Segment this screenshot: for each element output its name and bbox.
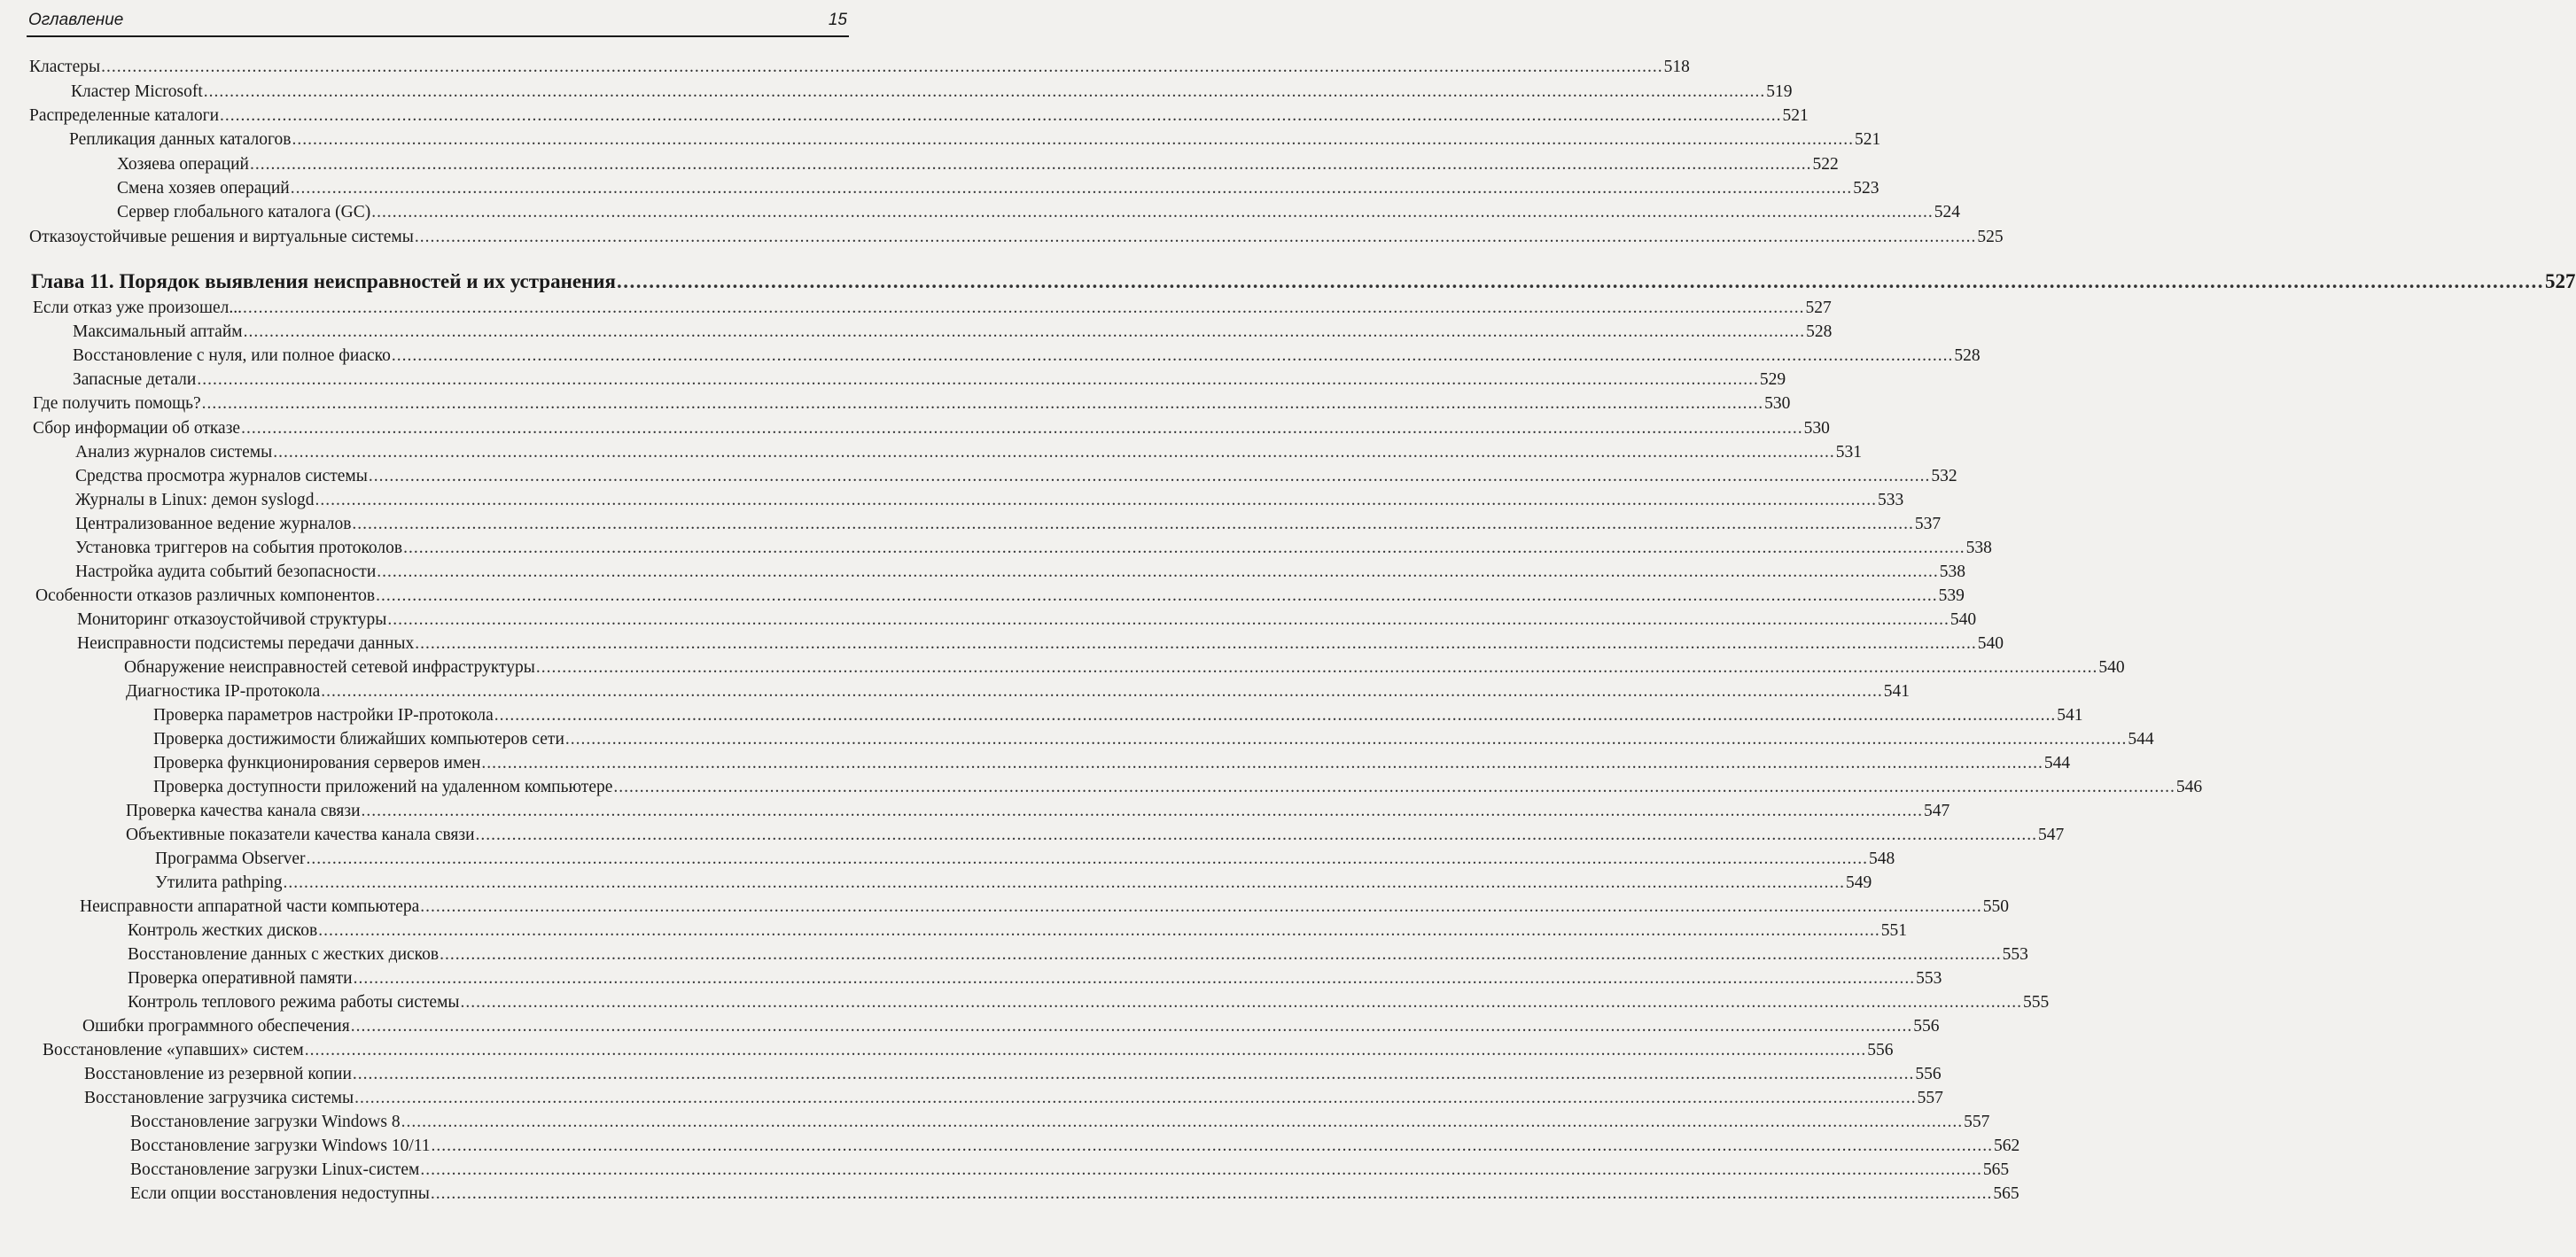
toc-entry (128, 943, 2028, 966)
toc-leader-dots: ............................................................................................................................................................................................................................................................................................................ (243, 322, 1806, 341)
toc-leader-dots: ............................................................................................................................................................................................................................................................................................................ (368, 467, 1931, 485)
toc-leader-dots: ............................................................................................................................................................................................................................................................................................................ (415, 634, 1977, 653)
toc-entry-label: Максимальный аптайм (73, 322, 243, 341)
toc-entry (33, 392, 1791, 415)
toc-entry (75, 536, 1992, 560)
toc-entry-page: 565 (1982, 1160, 2010, 1179)
toc-entry-label: Диагностика IP-протокола (126, 682, 321, 701)
toc-entry (84, 1062, 1942, 1086)
toc-entry-page: 553 (2002, 945, 2028, 964)
toc-entry-label: Репликация данных каталогов (69, 130, 292, 149)
toc-entry-label: Восстановление загрузки Windows 10/11 (130, 1137, 431, 1155)
toc-entry (155, 871, 1872, 895)
toc-entry-page: 519 (1766, 82, 1793, 101)
toc-leader-dots: ............................................................................................................................................................................................................................................................................................................ (460, 993, 2023, 1012)
toc-leader-dots: ............................................................................................................................................................................................................................................................................................................ (475, 826, 2038, 844)
toc-leader-dots: ............................................................................................................................................................................................................................................................................................................ (353, 969, 1916, 988)
toc-entry (75, 464, 1957, 488)
toc-entry (77, 608, 1977, 632)
toc-entry (126, 823, 2065, 847)
toc-entry (33, 296, 1832, 320)
toc-entry-label: Если опции восстановления недоступны (130, 1184, 430, 1203)
toc-entry-label: Проверка оперативной памяти (128, 969, 353, 988)
toc-entry (155, 847, 1895, 871)
toc-entry (43, 1038, 1894, 1062)
toc-entry-label: Восстановление с нуля, или полное фиаско (73, 346, 391, 365)
toc-entry-label: Проверка доступности приложений на удаленном компьютере (153, 778, 613, 796)
toc-leader-dots: ............................................................................................................................................................................................................................................................................................................ (315, 491, 1878, 509)
toc-leader-dots: ............................................................................................................................................................................................................................................................................................................ (203, 82, 1766, 101)
toc-entry-label: Журналы в Linux: демон syslogd (75, 491, 315, 509)
toc-leader-dots: ............................................................................................................................................................................................................................................................................................................ (249, 155, 1812, 174)
toc-entry (82, 1014, 1940, 1038)
toc-entry-label: Настройка аудита событий безопасности (75, 563, 377, 581)
toc-entry (117, 152, 1839, 176)
toc-entry (75, 488, 1904, 512)
toc-entry-page: 556 (1913, 1017, 1940, 1036)
toc-entry-label: Программа Observer (155, 850, 306, 868)
toc-leader-dots: ............................................................................................................................................................................................................................................................................................................ (197, 370, 1759, 389)
toc-leader-dots: ............................................................................................................................................................................................................................................................................................................ (354, 1089, 1917, 1107)
toc-leader-dots: ............................................................................................................................................................................................................................................................................................................ (376, 586, 1938, 605)
toc-leader-dots: ............................................................................................................................................................................................................................................................................................................ (387, 610, 1950, 629)
toc-entry-page: 556 (1915, 1065, 1942, 1083)
toc-leader-dots: ............................................................................................................................................................................................................................................................................................................ (420, 1160, 1982, 1179)
toc-entry-page: 555 (2023, 993, 2050, 1012)
toc-leader-dots: ............................................................................................................................................................................................................................................................................................................ (220, 106, 1782, 125)
toc-entry-label: Распределенные каталоги (29, 106, 220, 125)
toc-entry-page: 530 (1764, 394, 1791, 413)
toc-leader-dots: ............................................................................................................................................................................................................................................................................................................ (617, 270, 2544, 292)
toc-entry (73, 368, 1786, 392)
toc-entry (29, 225, 2004, 249)
toc-entry-page: 525 (1977, 228, 2004, 246)
toc-entry-page: 557 (1917, 1089, 1943, 1107)
toc-entry-page: 546 (2175, 778, 2203, 796)
toc-entry (153, 751, 2071, 775)
toc-entry-label: Объективные показатели качества канала связи (126, 826, 475, 844)
toc-entry-page: 550 (1982, 897, 2009, 916)
toc-entry-page: 565 (1993, 1184, 2020, 1203)
header-title: Оглавление (28, 11, 124, 29)
toc-leader-dots: ............................................................................................................................................................................................................................................................................................................ (564, 730, 2128, 749)
toc-entry-page: 530 (1803, 419, 1830, 438)
toc-leader-dots: ............................................................................................................................................................................................................................................................................................................ (371, 203, 1934, 221)
toc-entry-page: 527 (1805, 299, 1832, 317)
toc-leader-dots: ............................................................................................................................................................................................................................................................................................................ (243, 299, 1805, 317)
toc-entry-page: 556 (1867, 1041, 1894, 1059)
toc-entry (117, 200, 1960, 224)
toc-entry-page: 538 (1965, 539, 1992, 557)
toc-entry-label: Мониторинг отказоустойчивой структуры (77, 610, 387, 629)
toc-entry-label: Запасные детали (73, 370, 197, 389)
toc-entry (153, 775, 2203, 799)
toc-entry-label: Глава 11. Порядок выявления неисправностей и их устранения (31, 270, 616, 292)
toc-entry-label: Отказоустойчивые решения и виртуальные системы (29, 228, 414, 246)
toc-leader-dots: ............................................................................................................................................................................................................................................................................................................ (352, 515, 1914, 533)
toc-entry (84, 1086, 1943, 1110)
toc-entry (126, 799, 1950, 823)
toc-entry (75, 560, 1966, 584)
toc-entry-label: Централизованное ведение журналов (75, 515, 352, 533)
toc-entry-label: Кластер Microsoft (71, 82, 203, 101)
toc-entry-label: Установка триггеров на события протоколов (75, 539, 403, 557)
toc-leader-dots: ............................................................................................................................................................................................................................................................................................................ (613, 778, 2175, 796)
toc-entry (75, 512, 1942, 536)
toc-leader-dots: ............................................................................................................................................................................................................................................................................................................ (306, 850, 1869, 868)
toc-leader-dots: ............................................................................................................................................................................................................................................................................................................ (481, 754, 2043, 772)
toc-entry-label: Восстановление данных с жестких дисков (128, 945, 440, 964)
toc-entry-label: Где получить помощь? (33, 394, 201, 413)
toc-leader-dots: ............................................................................................................................................................................................................................................................................................................ (494, 706, 2057, 725)
toc-leader-dots: ............................................................................................................................................................................................................................................................................................................ (535, 658, 2098, 677)
toc-leader-dots: ............................................................................................................................................................................................................................................................................................................ (403, 539, 1965, 557)
toc-entry (130, 1134, 2020, 1158)
toc-entry-page: 548 (1869, 850, 1895, 868)
toc-leader-dots: ............................................................................................................................................................................................................................................................................................................ (321, 682, 1883, 701)
toc-leader-dots: ............................................................................................................................................................................................................................................................................................................ (292, 130, 1854, 149)
toc-entry-page: 538 (1939, 563, 1966, 581)
toc-leader-dots: ............................................................................................................................................................................................................................................................................................................ (350, 1017, 1913, 1036)
toc-entry-label: Восстановление загрузчика системы (84, 1089, 354, 1107)
toc-entry-page: 527 (2545, 270, 2576, 292)
toc-entry-page: 523 (1853, 179, 1879, 198)
toc-entry (126, 679, 1911, 703)
toc-entry-label: Проверка достижимости ближайших компьютеров сети (153, 730, 564, 749)
toc-entry-page: 528 (1954, 346, 1981, 365)
toc-entry-page: 544 (2043, 754, 2071, 772)
page-header (27, 7, 849, 37)
toc-entry (29, 55, 1690, 79)
toc-entry-page: 537 (1914, 515, 1942, 533)
toc-entry (130, 1110, 1990, 1134)
toc-leader-dots: ............................................................................................................................................................................................................................................................................................................ (318, 921, 1880, 940)
toc-leader-dots: ............................................................................................................................................................................................................................................................................................................ (440, 945, 2002, 964)
toc-leader-dots: ............................................................................................................................................................................................................................................................................................................ (414, 228, 1977, 246)
toc-entry (130, 1182, 2020, 1206)
toc-entry-page: 522 (1812, 155, 1839, 174)
toc-entry-label: Неисправности аппаратной части компьютера (80, 897, 420, 916)
toc-leader-dots: ............................................................................................................................................................................................................................................................................................................ (273, 443, 1835, 462)
toc-entry-label: Средства просмотра журналов системы (75, 467, 368, 485)
toc-entry (73, 344, 1981, 368)
toc-entry-label: Неисправности подсистемы передачи данных (77, 634, 415, 653)
toc-entry (77, 632, 2004, 656)
toc-entry-page: 524 (1934, 203, 1960, 221)
toc-entry (117, 176, 1879, 200)
toc-entry-page: 539 (1938, 586, 1965, 605)
toc-entry-page: 557 (1964, 1113, 1990, 1131)
toc-entry-page: 544 (2128, 730, 2154, 749)
toc-leader-dots: ............................................................................................................................................................................................................................................................................................................ (201, 394, 1764, 413)
toc-entry (69, 128, 1881, 151)
toc-entry-label: Восстановление загрузки Windows 8 (130, 1113, 401, 1131)
toc-leader-dots: ............................................................................................................................................................................................................................................................................................................ (391, 346, 1954, 365)
toc-leader-dots: ............................................................................................................................................................................................................................................................................................................ (377, 563, 1939, 581)
toc-entry-label: Особенности отказов различных компонентов (35, 586, 376, 605)
toc-entry-page: 541 (2057, 706, 2083, 725)
toc-entry (71, 80, 1793, 104)
toc-entry (128, 990, 2050, 1014)
toc-entry (33, 416, 1830, 440)
toc-entry-page: 547 (2038, 826, 2065, 844)
toc-entry-label: Восстановление загрузки Linux-систем (130, 1160, 420, 1179)
toc-entry (35, 584, 1965, 608)
toc-entry (75, 440, 1863, 464)
toc-entry-page: 521 (1854, 130, 1881, 149)
toc-entry-label: Сбор информации об отказе (33, 419, 241, 438)
toc-entry (153, 727, 2154, 751)
toc-entry-page: 533 (1878, 491, 1904, 509)
toc-entry (124, 656, 2125, 679)
toc-entry-label: Восстановление «упавших» систем (43, 1041, 304, 1059)
toc-entry-page: 531 (1835, 443, 1863, 462)
toc-leader-dots: ............................................................................................................................................................................................................................................................................................................ (101, 58, 1663, 76)
toc-entry (80, 895, 2009, 919)
toc-entry-label: Хозяева операций (117, 155, 249, 174)
toc-leader-dots: ............................................................................................................................................................................................................................................................................................................ (290, 179, 1853, 198)
toc-chapter-heading (31, 269, 2576, 293)
toc-entry-page: 540 (2098, 658, 2125, 677)
toc-leader-dots: ............................................................................................................................................................................................................................................................................................................ (241, 419, 1803, 438)
toc-entry-page: 529 (1759, 370, 1786, 389)
toc-entry-page: 562 (1994, 1137, 2020, 1155)
toc-entry (128, 966, 1942, 990)
toc-entry-label: Проверка параметров настройки IP-протокола (153, 706, 494, 725)
toc-entry-label: Утилита pathping (155, 873, 283, 892)
toc-entry-label: Проверка качества канала связи (126, 802, 361, 820)
toc-entry (73, 320, 1833, 344)
toc-entry-label: Сервер глобального каталога (GC) (117, 203, 371, 221)
toc-entry-label: Контроль жестких дисков (128, 921, 318, 940)
toc-entry (130, 1158, 2010, 1182)
toc-entry-page: 532 (1931, 467, 1957, 485)
toc-leader-dots: ............................................................................................................................................................................................................................................................................................................ (420, 897, 1982, 916)
toc-entry-label: Кластеры (29, 58, 101, 76)
toc-entry-page: 521 (1782, 106, 1809, 125)
toc-entry-label: Ошибки программного обеспечения (82, 1017, 350, 1036)
toc-entry-label: Контроль теплового режима работы системы (128, 993, 460, 1012)
toc-entry-page: 549 (1845, 873, 1872, 892)
toc-leader-dots: ............................................................................................................................................................................................................................................................................................................ (304, 1041, 1867, 1059)
toc-leader-dots: ............................................................................................................................................................................................................................................................................................................ (352, 1065, 1915, 1083)
toc-entry-label: Анализ журналов системы (75, 443, 273, 462)
toc-entry (153, 703, 2083, 727)
toc-leader-dots: ............................................................................................................................................................................................................................................................................................................ (431, 1137, 1994, 1155)
toc-entry-label: Если отказ уже произошел... (33, 299, 243, 317)
toc-entry-page: 541 (1883, 682, 1911, 701)
toc-entry (128, 919, 1907, 943)
toc-entry-label: Проверка функционирования серверов имен (153, 754, 481, 772)
toc-entry-label: Смена хозяев операций (117, 179, 290, 198)
toc-entry-page: 528 (1806, 322, 1833, 341)
toc-entry-label: Восстановление из резервной копии (84, 1065, 352, 1083)
toc-leader-dots: ............................................................................................................................................................................................................................................................................................................ (401, 1113, 1964, 1131)
toc-entry-label: Обнаружение неисправностей сетевой инфраструктуры (124, 658, 535, 677)
header-page-number: 15 (828, 11, 847, 29)
toc-entry-page: 540 (1950, 610, 1977, 629)
toc-entry-page: 547 (1924, 802, 1950, 820)
toc-leader-dots: ............................................................................................................................................................................................................................................................................................................ (430, 1184, 1993, 1203)
toc-leader-dots: ............................................................................................................................................................................................................................................................................................................ (283, 873, 1845, 892)
toc-entry-page: 518 (1663, 58, 1690, 76)
toc-entry-page: 553 (1916, 969, 1942, 988)
toc-entry (29, 104, 1809, 128)
toc-entry-page: 551 (1880, 921, 1907, 940)
toc-leader-dots: ............................................................................................................................................................................................................................................................................................................ (361, 802, 1924, 820)
toc-entry-page: 540 (1977, 634, 2004, 653)
